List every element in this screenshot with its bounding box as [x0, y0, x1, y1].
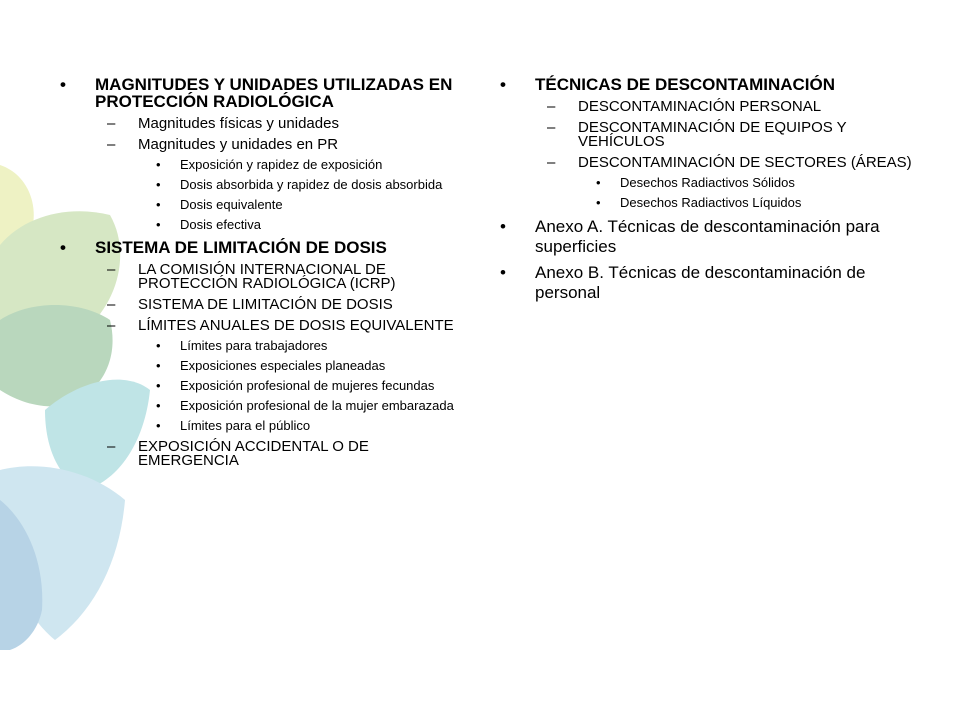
list-item-label: LÍMITES ANUALES DE DOSIS EQUIVALENTE [138, 317, 454, 334]
dash-icon: – [107, 438, 116, 455]
bullet-icon: • [596, 175, 601, 190]
list-item-label: SISTEMA DE LIMITACIÓN DE DOSIS [138, 296, 393, 313]
dash-icon: – [107, 317, 116, 334]
section-heading: SISTEMA DE LIMITACIÓN DE DOSIS [95, 238, 387, 257]
bullet-icon: • [500, 75, 506, 94]
section-magnitudes [60, 76, 470, 110]
sub-list-item [60, 199, 470, 211]
sub-list-item-label: Exposiciones especiales planeadas [180, 358, 386, 373]
sub-list-item [60, 400, 470, 412]
sub-list-item [60, 179, 470, 191]
bullet-icon: • [156, 398, 161, 413]
sub-list-item [60, 420, 470, 432]
dash-icon: – [547, 154, 556, 171]
dash-icon: – [547, 119, 556, 136]
sub-list-item-label: Dosis efectiva [180, 217, 261, 232]
bullet-icon: • [156, 217, 161, 232]
list-item [60, 298, 470, 312]
list-item [60, 319, 470, 333]
bullet-icon: • [156, 177, 161, 192]
dash-icon: – [107, 136, 116, 153]
list-item-label: DESCONTAMINACIÓN DE SECTORES (ÁREAS) [578, 154, 912, 171]
sub-list-item-label: Límites para el público [180, 418, 311, 433]
list-item [500, 100, 920, 114]
bullet-icon: • [156, 157, 161, 172]
sub-list-item-label: Desechos Radiactivos Sólidos [620, 175, 795, 190]
sub-list-item [500, 197, 920, 209]
sub-list-item-label: Exposición profesional de la mujer embarazada [180, 398, 454, 413]
bullet-icon: • [156, 358, 161, 373]
list-item [60, 117, 470, 131]
sub-list-item [60, 380, 470, 392]
bullet-icon: • [60, 75, 66, 94]
bullet-icon: • [60, 238, 66, 257]
sub-list-item-label: Dosis equivalente [180, 197, 283, 212]
bullet-icon: • [156, 197, 161, 212]
bullet-icon: • [596, 195, 601, 210]
sub-list-item [60, 219, 470, 231]
sub-list-item [60, 360, 470, 372]
sub-list-item-label: Límites para trabajadores [180, 338, 328, 353]
sub-list-item-label: Exposición y rapidez de exposición [180, 157, 383, 172]
bullet-icon: • [156, 378, 161, 393]
list-item-label: Magnitudes físicas y unidades [138, 115, 339, 132]
list-item [60, 138, 470, 152]
dash-icon: – [547, 98, 556, 115]
dash-icon: – [107, 115, 116, 132]
annex-item [500, 217, 920, 257]
sub-list-item [60, 340, 470, 352]
sub-list-item-label: Exposición profesional de mujeres fecundas [180, 378, 435, 393]
bullet-icon: • [500, 217, 506, 236]
dash-icon: – [107, 261, 116, 278]
list-item-label: Magnitudes y unidades en PR [138, 136, 339, 153]
sub-list-item-label: Dosis absorbida y rapidez de dosis absorbida [180, 177, 443, 192]
dash-icon: – [107, 296, 116, 313]
list-item [500, 156, 920, 170]
list-item-label: EXPOSICIÓN ACCIDENTAL O DE EMERGENCIA [138, 438, 369, 469]
bullet-icon: • [500, 263, 506, 282]
sub-list-item [60, 159, 470, 171]
list-item [500, 121, 920, 149]
sub-list-item [500, 177, 920, 189]
annex-item [500, 263, 920, 303]
left-column [60, 76, 470, 475]
list-item [60, 263, 470, 291]
right-column [500, 76, 920, 309]
annex-label: Anexo B. Técnicas de descontaminación de personal [535, 263, 866, 302]
list-item-label: DESCONTAMINACIÓN DE EQUIPOS Y VEHÍCULOS [578, 119, 847, 150]
list-item-label: DESCONTAMINACIÓN PERSONAL [578, 98, 822, 115]
bullet-icon: • [156, 338, 161, 353]
annex-label: Anexo A. Técnicas de descontaminación para superficies [535, 217, 880, 256]
list-item-label: LA COMISIÓN INTERNACIONAL DE PROTECCIÓN RADIOLÓGICA (ICRP) [138, 261, 396, 292]
sub-list-item-label: Desechos Radiactivos Líquidos [620, 195, 802, 210]
bullet-icon: • [156, 418, 161, 433]
section-sistema-limitacion [60, 239, 470, 256]
section-heading: TÉCNICAS DE DESCONTAMINACIÓN [535, 75, 836, 94]
section-heading: MAGNITUDES Y UNIDADES UTILIZADAS EN PROTECCIÓN RADIOLÓGICA [95, 75, 453, 111]
list-item [60, 440, 470, 468]
section-tecnicas-descontaminacion [500, 76, 920, 93]
